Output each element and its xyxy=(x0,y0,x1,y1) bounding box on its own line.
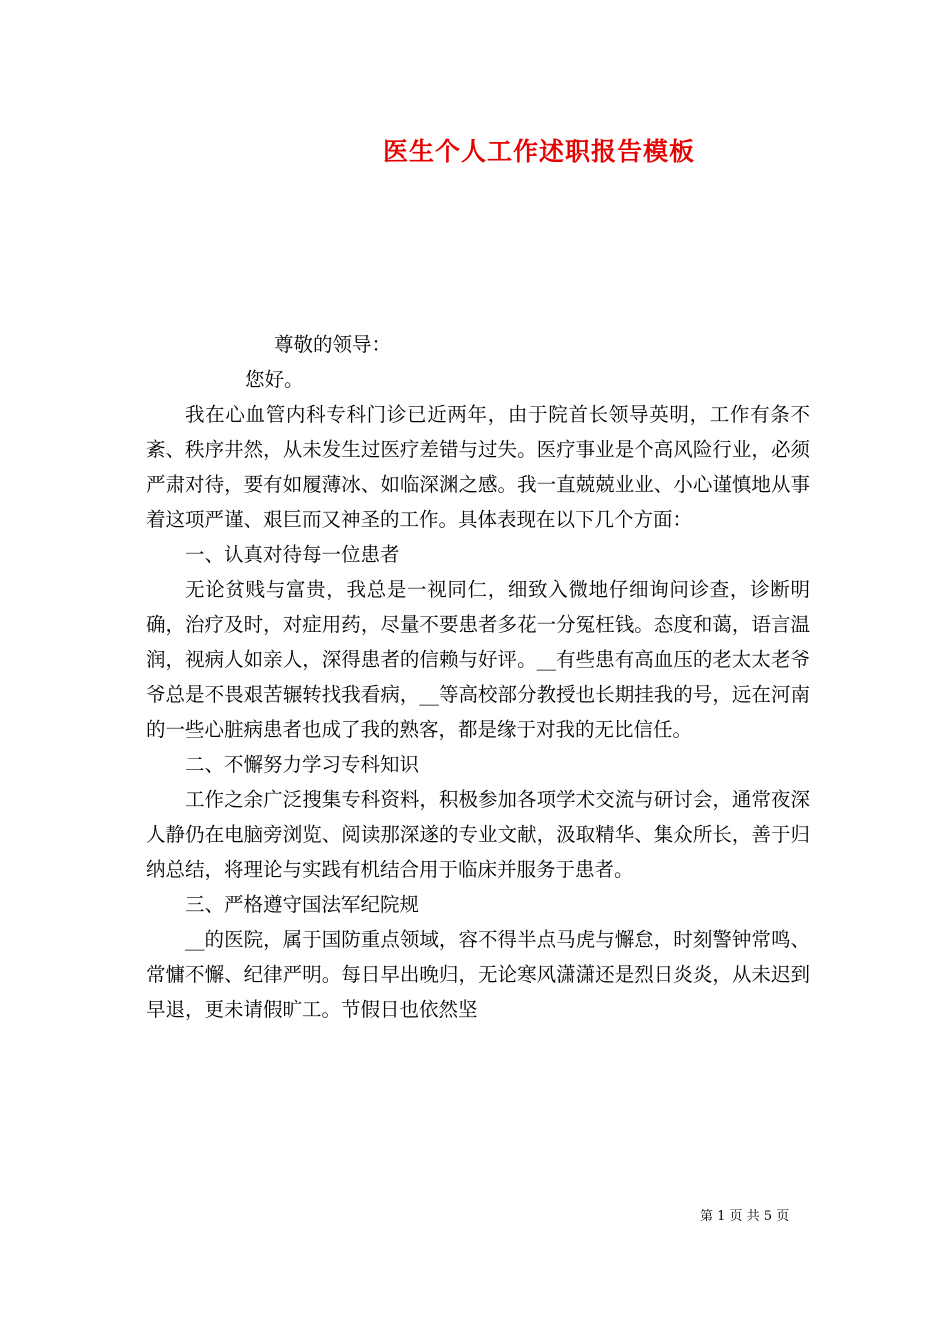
paragraph-section-3: __的医院，属于国防重点领域，容不得半点马虎与懈怠，时刻警钟常鸣、常慵不懈、纪律严明。每日早出晚归，无论寒风潇潇还是烈日炎炎，从未迟到早退，更未请假旷工。节假日也依然坚 xyxy=(146,928,810,1021)
section-heading-1: 一、认真对待每一位患者 xyxy=(185,543,400,566)
greeting: 您好。 xyxy=(245,368,304,391)
salutation: 尊敬的领导： xyxy=(274,333,392,356)
page-number-footer: 第 1 页 共 5 页 xyxy=(700,1209,790,1224)
document-body xyxy=(146,327,810,1027)
section-heading-2: 二、不懈努力学习专科知识 xyxy=(185,753,420,776)
paragraph-section-2: 工作之余广泛搜集专科资料，积极参加各项学术交流与研讨会，通常夜深人静仍在电脑旁浏览、阅读那深遂的专业文献，汲取精华、集众所长，善于归纳总结，将理论与实践有机结合用于临床并服务于患者。 xyxy=(146,788,810,881)
paragraph-intro: 我在心血管内科专科门诊已近两年，由于院首长领导英明，工作有条不紊、秩序井然，从未发生过医疗差错与过失。医疗事业是个高风险行业，必须严肃对待，要有如履薄冰、如临深渊之感。我一直兢兢业业、小心谨慎地从事着这项严谨、艰巨而又神圣的工作。具体表现在以下几个方面： xyxy=(146,403,810,531)
section-heading-3: 三、严格遵守国法军纪院规 xyxy=(185,893,420,916)
paragraph-section-1: 无论贫贱与富贵，我总是一视同仁，细致入微地仔细询问诊查，诊断明确，治疗及时，对症用药，尽量不要患者多花一分冤枉钱。态度和蔼，语言温润，视病人如亲人，深得患者的信赖与好评。__有些患有高血压的老太太老爷爷总是不畏艰苦辗转找我看病，__等高校部分教授也长期挂我的号，远在河南的一些心脏病患者也成了我的熟客，都是缘于对我的无比信任。 xyxy=(146,578,810,741)
document-title: 医生个人工作述职报告模板 xyxy=(382,137,695,166)
